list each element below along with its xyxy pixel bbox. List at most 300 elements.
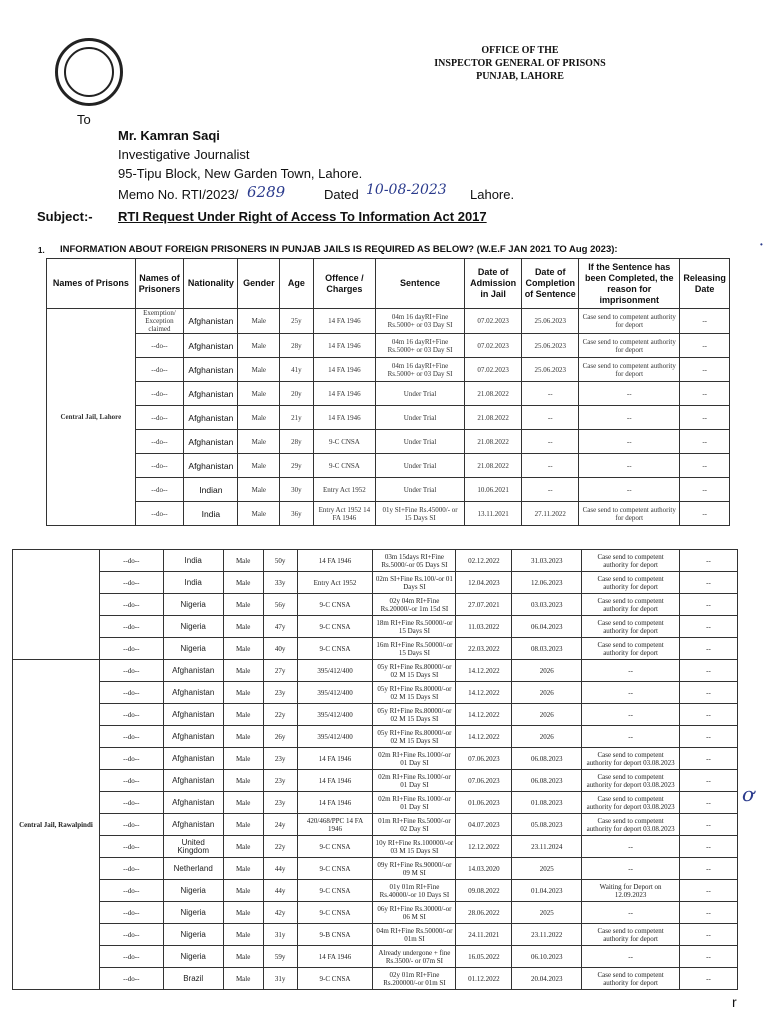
prisoners-table-lahore [46,258,730,526]
table-cell: 42y [263,902,297,924]
table-cell: Male [223,748,263,770]
table-cell: Male [223,902,263,924]
table-cell: Entry Act 1952 [313,478,376,502]
table-cell: 59y [263,946,297,968]
table-cell: 25y [280,309,313,334]
table-cell: Entry Act 1952 14 FA 1946 [313,502,376,526]
table-cell: -- [582,682,680,704]
table-cell: Under Trial [376,430,465,454]
table-cell: -- [680,924,738,946]
table-cell: --do-- [99,836,163,858]
table-cell: 27y [263,660,297,682]
table-cell: Male [238,454,280,478]
recipient-title: Investigative Journalist [118,147,250,162]
table-row [13,836,738,858]
table-cell: -- [680,616,738,638]
table-cell: --do-- [135,358,184,382]
table-cell: -- [680,726,738,748]
table-cell: Case send to competent authority for deport [579,502,680,526]
table-cell: Male [223,858,263,880]
table-cell: Afghanistan [163,682,223,704]
page-edge-mark: r [732,994,737,1010]
table-cell: 33y [263,572,297,594]
table-cell: --do-- [135,406,184,430]
table-cell: -- [579,454,680,478]
table-row [47,502,730,526]
table-cell: 24.11.2021 [456,924,512,946]
table-cell: 47y [263,616,297,638]
table-row [13,858,738,880]
table-cell: --do-- [99,660,163,682]
table-cell: -- [680,478,730,502]
table-cell: 21.08.2022 [464,406,521,430]
table-cell: 04m RI+Fine Rs.50000/-or 01m SI [373,924,456,946]
table-cell: -- [680,858,738,880]
table-cell: -- [680,814,738,836]
column-header: Gender [238,259,280,309]
table-cell: 05y RI+Fine Rs.80000/-or 02 M 15 Days SI [373,682,456,704]
table-cell: India [184,502,238,526]
table-cell: --do-- [135,478,184,502]
table-cell: 23.11.2024 [512,836,582,858]
column-header: If the Sentence has been Completed, the reason for imprisonment [579,259,680,309]
table-cell: 14.12.2022 [456,682,512,704]
table-cell: Male [223,836,263,858]
table-cell: 06.08.2023 [512,770,582,792]
table-cell: -- [680,836,738,858]
table-cell: 01.08.2023 [512,792,582,814]
table-cell: -- [579,478,680,502]
table-cell: 09y RI+Fine Rs.90000/-or 09 M SI [373,858,456,880]
table-cell: -- [680,792,738,814]
table-cell: -- [579,406,680,430]
table-cell: Afghanistan [184,358,238,382]
table-cell: 07.02.2023 [464,334,521,358]
table-cell: -- [680,382,730,406]
table-cell: 14.03.2020 [456,858,512,880]
table-row [47,478,730,502]
table-cell: 18m RI+Fine Rs.50000/-or 15 Days SI [373,616,456,638]
table-cell: Nigeria [163,946,223,968]
table-cell: -- [522,430,579,454]
table-cell: 395/412/400 [297,660,373,682]
table-cell: -- [522,454,579,478]
table-cell: 01.12.2022 [456,968,512,990]
table-cell: --do-- [99,792,163,814]
table-cell: 22y [263,836,297,858]
office-header [385,44,655,83]
prisoners-table-continued [12,549,738,990]
table-cell: Male [223,814,263,836]
recipient-name: Mr. Kamran Saqi [118,128,220,143]
table-row [13,682,738,704]
table-cell: 01.06.2023 [456,792,512,814]
table-cell: Male [223,638,263,660]
table-row [13,572,738,594]
table-cell: 01y SI+Fine Rs.45000/- or 15 Days SI [376,502,465,526]
table-cell: -- [582,726,680,748]
table-cell: --do-- [99,770,163,792]
table-cell: 14 FA 1946 [313,406,376,430]
table-cell: 31.03.2023 [512,550,582,572]
table-row [13,814,738,836]
table-cell: 06y RI+Fine Rs.30000/-or 06 M SI [373,902,456,924]
subject-text: RTI Request Under Right of Access To Information Act 2017 [118,209,487,224]
table-cell: Case send to competent authority for deport [582,968,680,990]
table-cell: Under Trial [376,478,465,502]
table-cell: 27.11.2022 [522,502,579,526]
table-cell: 14 FA 1946 [313,382,376,406]
table-row [47,358,730,382]
table-cell: Case send to competent authority for deport [579,358,680,382]
table-cell: -- [680,406,730,430]
table-row [13,660,738,682]
table-cell: 2025 [512,902,582,924]
table-cell: -- [582,946,680,968]
table-cell: Case send to competent authority for deport 03.08.2023 [582,792,680,814]
table-row [13,924,738,946]
table-cell: 01y 01m RI+Fine Rs.40000/-or 10 Days SI [373,880,456,902]
table-cell: 12.12.2022 [456,836,512,858]
table-cell: 23y [263,682,297,704]
table-cell: 9-C CNSA [313,454,376,478]
table-cell: 21y [280,406,313,430]
table-cell: 21.08.2022 [464,382,521,406]
table-cell: 44y [263,880,297,902]
table-cell: Afghanistan [184,430,238,454]
table-cell: 28y [280,430,313,454]
column-header: Nationality [184,259,238,309]
table-cell: 28y [280,334,313,358]
table-cell: 13.11.2021 [464,502,521,526]
table-cell: -- [579,430,680,454]
table-row [13,550,738,572]
table-cell: --do-- [99,550,163,572]
table-cell: 2026 [512,704,582,726]
table-cell: 04.07.2023 [456,814,512,836]
table-cell: Case send to competent authority for deport [582,572,680,594]
table-cell: Under Trial [376,382,465,406]
table-cell: -- [680,682,738,704]
table-cell: 02y 01m RI+Fine Rs.200000/-or 01m SI [373,968,456,990]
table-cell: 02m RI+Fine Rs.1000/-or 01 Day SI [373,748,456,770]
prison-name-cell: Central Jail, Lahore [47,309,136,526]
table-cell: 41y [280,358,313,382]
table-cell: 02m SI+Fine Rs.100/-or 01 Days SI [373,572,456,594]
table-cell: -- [680,946,738,968]
table-cell: -- [582,902,680,924]
table-cell: 23y [263,792,297,814]
table-row [13,748,738,770]
table-cell: -- [522,406,579,430]
table-cell: 12.06.2023 [512,572,582,594]
table-cell: India [163,550,223,572]
table-cell: 03m 15days RI+Fine Rs.5000/-or 05 Days SI [373,550,456,572]
table-cell: 28.06.2022 [456,902,512,924]
table-cell: 20.04.2023 [512,968,582,990]
memo-number-label: Memo No. RTI/2023/ [118,187,239,202]
table-cell: 23y [263,770,297,792]
table-cell: 08.03.2023 [512,638,582,660]
margin-tick-mark: • [760,240,763,249]
table-cell: 05.08.2023 [512,814,582,836]
table-cell: Male [223,726,263,748]
table-cell: Nigeria [163,924,223,946]
table-row [47,430,730,454]
table-cell: Case send to competent authority for deport [582,550,680,572]
table-cell: Male [223,704,263,726]
table-cell: 50y [263,550,297,572]
column-header: Age [280,259,313,309]
table-cell: Case send to competent authority for deport [582,616,680,638]
table-cell: Afghanistan [163,814,223,836]
table-cell: 09.08.2022 [456,880,512,902]
table-cell: 9-C CNSA [297,902,373,924]
column-header: Releasing Date [680,259,730,309]
table-cell: -- [680,704,738,726]
table-cell: Male [223,968,263,990]
table-cell: 14 FA 1946 [313,309,376,334]
table-row [47,382,730,406]
table-cell: 02.12.2022 [456,550,512,572]
table-cell: Afghanistan [184,309,238,334]
table-cell: Male [223,770,263,792]
table-cell: 24y [263,814,297,836]
table-cell: 44y [263,858,297,880]
table-cell: Nigeria [163,594,223,616]
table-cell: Under Trial [376,454,465,478]
prison-name-cell: Central Jail, Rawalpindi [13,660,100,990]
table-cell: Male [238,478,280,502]
table-cell: Brazil [163,968,223,990]
table-cell: 420/468/PPC 14 FA 1946 [297,814,373,836]
table-cell: Case send to competent authority for deport [579,334,680,358]
table-cell: --do-- [99,946,163,968]
table-cell: 01.04.2023 [512,880,582,902]
table-cell: -- [522,382,579,406]
table-cell: 14 FA 1946 [297,946,373,968]
table-cell: Exemption/ Exception claimed [135,309,184,334]
table-cell: --do-- [99,880,163,902]
table-cell: 01m RI+Fine Rs.5000/-or 02 Day SI [373,814,456,836]
table-cell: Nigeria [163,902,223,924]
table-row [13,594,738,616]
table-cell: India [163,572,223,594]
table-cell: Afghanistan [184,382,238,406]
table-cell: United Kingdom [163,836,223,858]
table-cell: --do-- [99,814,163,836]
table-cell: 36y [280,502,313,526]
table-cell: 14 FA 1946 [297,550,373,572]
table-cell: Male [238,334,280,358]
table-cell: 07.02.2023 [464,358,521,382]
table-cell: 04m 16 dayRI+Fine Rs.5000+ or 03 Day SI [376,334,465,358]
table-cell: Male [223,946,263,968]
table-cell: Nigeria [163,880,223,902]
table-cell: --do-- [135,502,184,526]
column-header: Date of Admission in Jail [464,259,521,309]
table-row [13,792,738,814]
table-cell: 11.03.2022 [456,616,512,638]
subject-label: Subject:- [37,209,93,224]
table-cell: Afghanistan [163,748,223,770]
table-cell: --do-- [99,858,163,880]
table-cell: Afghanistan [184,334,238,358]
prisons-seal-logo [55,38,123,106]
table-cell: 2026 [512,726,582,748]
table-cell: 04m 16 dayRI+Fine Rs.5000+ or 03 Day SI [376,309,465,334]
table-cell: 9-C CNSA [297,616,373,638]
table-header-row [47,259,730,309]
table-cell: 14 FA 1946 [313,358,376,382]
table-cell: -- [680,880,738,902]
table-cell: --do-- [99,748,163,770]
table-cell: Afghanistan [163,770,223,792]
column-header: Offence / Charges [313,259,376,309]
table-cell: 23y [263,748,297,770]
table-cell: -- [680,594,738,616]
table-cell: Male [238,502,280,526]
table-cell: 05y RI+Fine Rs.80000/-or 02 M 15 Days SI [373,704,456,726]
table-cell: 56y [263,594,297,616]
table-row [13,704,738,726]
table-cell: 12.04.2023 [456,572,512,594]
table-row [13,902,738,924]
table-cell: --do-- [135,334,184,358]
table-cell: Under Trial [376,406,465,430]
table-cell: 03.03.2023 [512,594,582,616]
table-cell: Male [223,660,263,682]
table-row [47,309,730,334]
city-label: Lahore. [470,187,515,202]
table-cell: 395/412/400 [297,726,373,748]
table-cell: 40y [263,638,297,660]
table-cell: -- [680,454,730,478]
table-cell: Male [223,616,263,638]
table-cell: Male [238,430,280,454]
table-cell: --do-- [99,682,163,704]
table-cell: Afghanistan [184,454,238,478]
table-cell: 07.02.2023 [464,309,521,334]
table-cell: --do-- [135,454,184,478]
table-cell: -- [680,660,738,682]
table-row [13,968,738,990]
table-cell: 14 FA 1946 [313,334,376,358]
table-row [13,770,738,792]
column-header: Date of Completion of Sentence [522,259,579,309]
table-cell: 31y [263,924,297,946]
table-cell: 9-C CNSA [313,430,376,454]
table-cell: -- [579,382,680,406]
info-heading: INFORMATION ABOUT FOREIGN PRISONERS IN PUNJAB JAILS IS REQUIRED AS BELOW? (W.E.F JAN 2021 TO Aug 2023): [60,244,618,255]
table-cell: Male [223,682,263,704]
table-cell: 02m RI+Fine Rs.1000/-or 01 Day SI [373,792,456,814]
table-cell: 9-C CNSA [297,858,373,880]
table-cell: 25.06.2023 [522,334,579,358]
table-cell: -- [522,478,579,502]
table-cell: Netherland [163,858,223,880]
table-cell: Case send to competent authority for deport 03.08.2023 [582,748,680,770]
column-header: Sentence [376,259,465,309]
table-cell: --do-- [99,726,163,748]
office-line-2: INSPECTOR GENERAL OF PRISONS [434,58,606,69]
table-row [13,616,738,638]
table-cell: -- [680,430,730,454]
table-cell: 14.12.2022 [456,726,512,748]
table-cell: -- [582,836,680,858]
table-cell: Male [238,309,280,334]
table-cell: Afghanistan [163,704,223,726]
table-cell: -- [680,358,730,382]
table-cell: Case send to competent authority for deport [582,638,680,660]
table-row [13,946,738,968]
table-cell: -- [680,550,738,572]
prison-name-cell [13,550,100,660]
table-cell: 06.08.2023 [512,748,582,770]
recipient-address: 95-Tipu Block, New Garden Town, Lahore. [118,166,363,181]
table-cell: Male [238,382,280,406]
table-row [13,880,738,902]
table-cell: -- [680,748,738,770]
table-cell: 05y RI+Fine Rs.80000/-or 02 M 15 Days SI [373,726,456,748]
memo-number-handwritten: 6289 [247,183,286,201]
table-cell: 9-C CNSA [297,880,373,902]
table-cell: --do-- [99,968,163,990]
table-cell: 14 FA 1946 [297,792,373,814]
office-line-1: OFFICE OF THE [481,45,559,56]
date-handwritten: 10-08-2023 [366,182,447,198]
table-cell: 16m RI+Fine Rs.50000/-or 15 Days SI [373,638,456,660]
table-cell: 29y [280,454,313,478]
table-cell: 21.08.2022 [464,430,521,454]
column-header: Names of Prisons [47,259,136,309]
table-cell: Case send to competent authority for deport [582,924,680,946]
table-cell: --do-- [99,704,163,726]
table-cell: Male [223,594,263,616]
table-cell: -- [582,660,680,682]
table-cell: 9-C CNSA [297,836,373,858]
table-cell: 16.05.2022 [456,946,512,968]
table-cell: 10.06.2021 [464,478,521,502]
table-cell: Entry Act 1952 [297,572,373,594]
table-cell: 07.06.2023 [456,748,512,770]
table-cell: 25.06.2023 [522,358,579,382]
table-row [13,726,738,748]
table-cell: Male [238,358,280,382]
table-cell: 25.06.2023 [522,309,579,334]
table-cell: -- [680,770,738,792]
table-cell: 14.12.2022 [456,704,512,726]
to-label: To [77,112,91,127]
table-cell: Afghanistan [163,726,223,748]
item-number: 1. [38,246,45,255]
table-cell: Male [223,572,263,594]
table-cell: 06.10.2023 [512,946,582,968]
table-cell: 2025 [512,858,582,880]
table-cell: Afghanistan [163,792,223,814]
table-cell: Nigeria [163,638,223,660]
table-cell: 05y RI+Fine Rs.80000/-or 02 M 15 Days SI [373,660,456,682]
table-cell: Case send to competent authority for deport [582,594,680,616]
table-cell: 22y [263,704,297,726]
table-cell: Case send to competent authority for deport 03.08.2023 [582,770,680,792]
table-cell: --do-- [135,430,184,454]
table-cell: -- [680,309,730,334]
table-cell: 26y [263,726,297,748]
table-cell: -- [582,858,680,880]
table-cell: --do-- [99,638,163,660]
table-row [47,406,730,430]
